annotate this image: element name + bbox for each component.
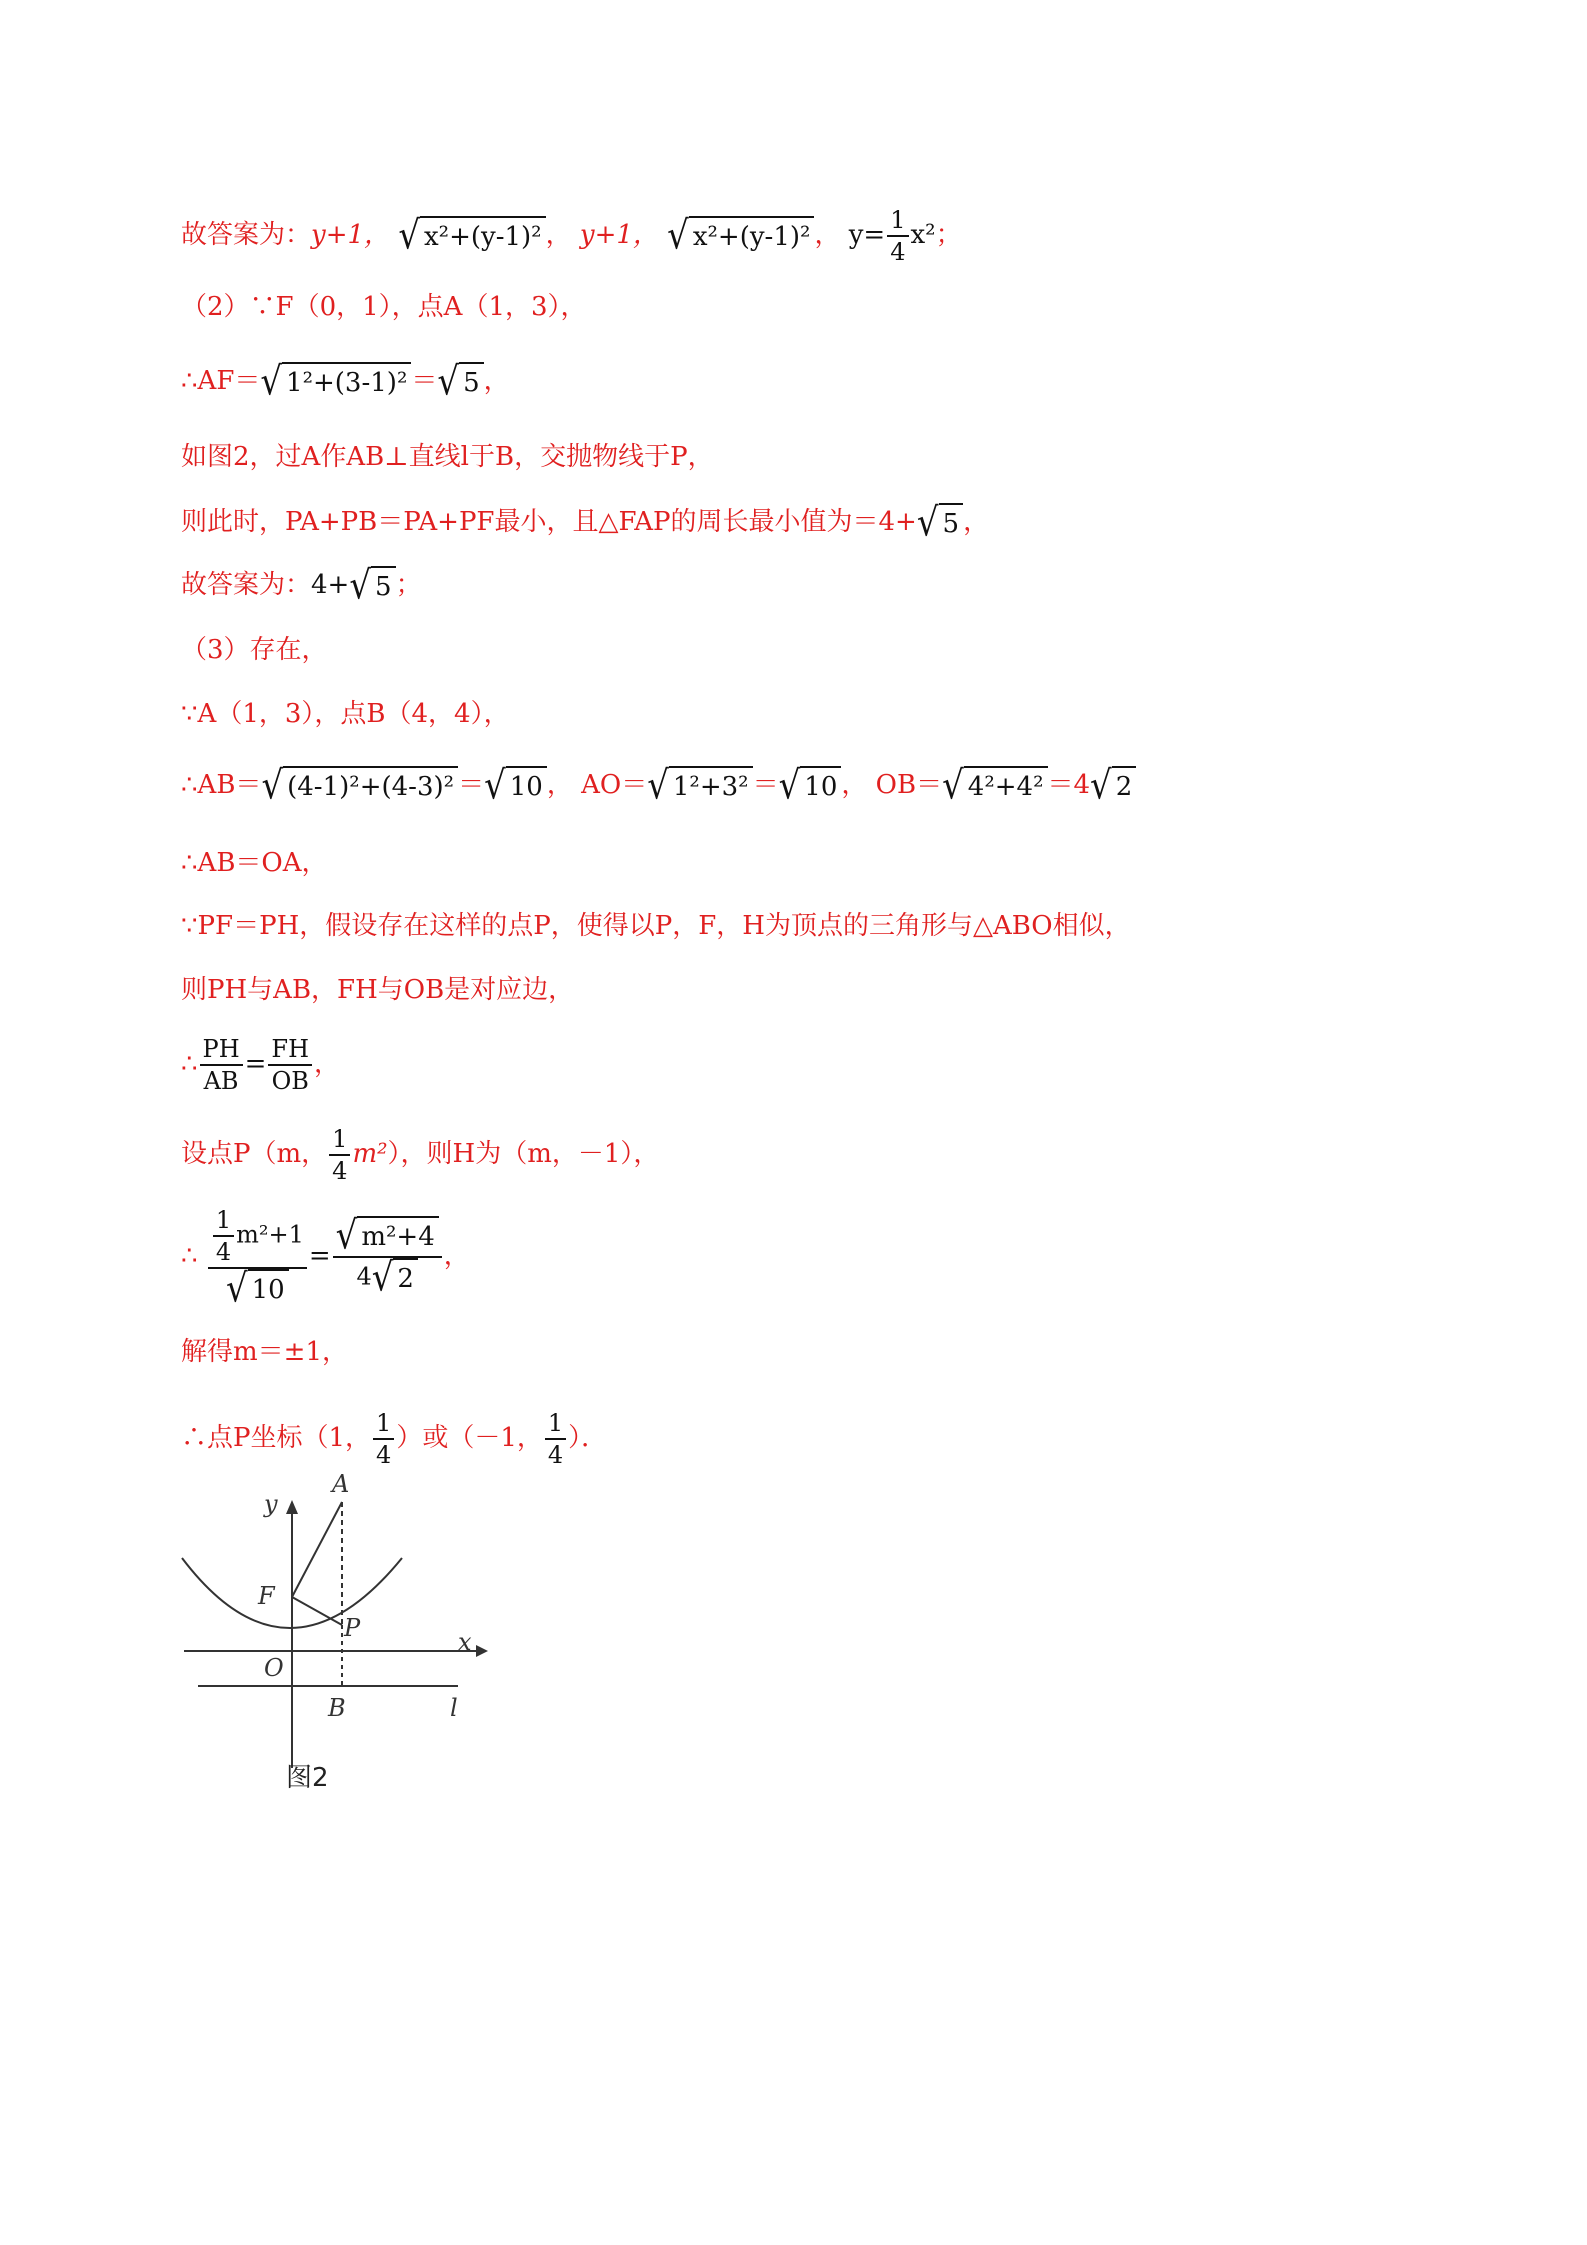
distances-calculation: ∴AB＝ √ (4-1)²+(4-3)² ＝ √ 10 ， AO＝ √ 1²+3² ＝ √ 10 ， OB＝ √ 4²+4² ＝4 √ 2 [181,766,1136,806]
sqrt-expression: √ x²+(y-1)² [667,216,814,256]
similarity-assumption: ∵PF＝PH，假设存在这样的点P，使得以P，F，H为顶点的三角形与△ABO相似， [181,911,1131,941]
ratio-equation: ∴ $\frac{PH}{AB}$ = $\frac{FH}{OB}$ ， [181,1035,341,1095]
answer-line-1: 故答案为：y+1， √ x²+(y-1)² ， y+1， √ x²+(y-1)² ， y= $\frac{1}{4}$ x²； [181,206,962,266]
figure-caption: 图2 [286,1763,329,1793]
label-a: A [332,1470,350,1498]
label-f: F [258,1582,275,1610]
label-y: y [264,1490,278,1518]
af-calculation: ∴AF＝ √ 1²+(3-1)² ＝ √ 5 ， [181,359,510,405]
ab-equals-oa: ∴AB＝OA， [181,848,328,878]
figure-2-description: 如图2，过A作AB⊥直线l于B，交抛物线于P， [181,442,714,472]
points-given: ∵A（1，3），点B（4，4）， [181,699,510,729]
corresponding-sides: 则PH与AB，FH与OB是对应边， [181,975,575,1005]
point-p-setup: 设点P（m， $\frac{1}{4}$ m²），则H为（m，－1）， [181,1125,660,1185]
label-p: P [344,1614,361,1642]
minimum-perimeter-line: 则此时，PA+PB＝PA+PF最小，且△FAP的周长最小值为＝4+ √ 5 ， [181,500,990,546]
solve-equation: ∴ $\frac{1}{4}$ m²+1 √ 10 = √ m²+4 4 √ 2 ， [181,1206,470,1312]
x-axis-arrow [476,1645,488,1657]
label-x: x [458,1628,472,1656]
expr-y-plus-1: y+1， [311,220,391,250]
label-b: B [328,1694,346,1722]
parabola-equation: y= $\frac{1}{4}$ x² [848,206,936,266]
y-axis-arrow [286,1500,298,1514]
step-3-header: （3）存在， [181,635,328,665]
sqrt-expression: √ x²+(y-1)² [398,216,545,256]
solution-m: 解得m＝±1， [181,1337,348,1367]
step-2-header: （2）∵F（0，1），点A（1，3）， [181,292,587,322]
segment-fp [292,1597,342,1625]
label-l: l [450,1694,458,1722]
segment-fa [292,1502,342,1597]
label-o: O [264,1654,284,1682]
expr-y-plus-1: y+1， [579,220,659,250]
answer-line-2: 故答案为：4+ √ 5 ； [181,563,422,609]
answer-prefix: 故答案为： [181,220,312,250]
figure-2-diagram [178,1468,498,1808]
final-answer: ∴点P坐标（1， $\frac{1}{4}$ ）或（－1， $\frac{1}{4}$ ）． [181,1409,608,1469]
